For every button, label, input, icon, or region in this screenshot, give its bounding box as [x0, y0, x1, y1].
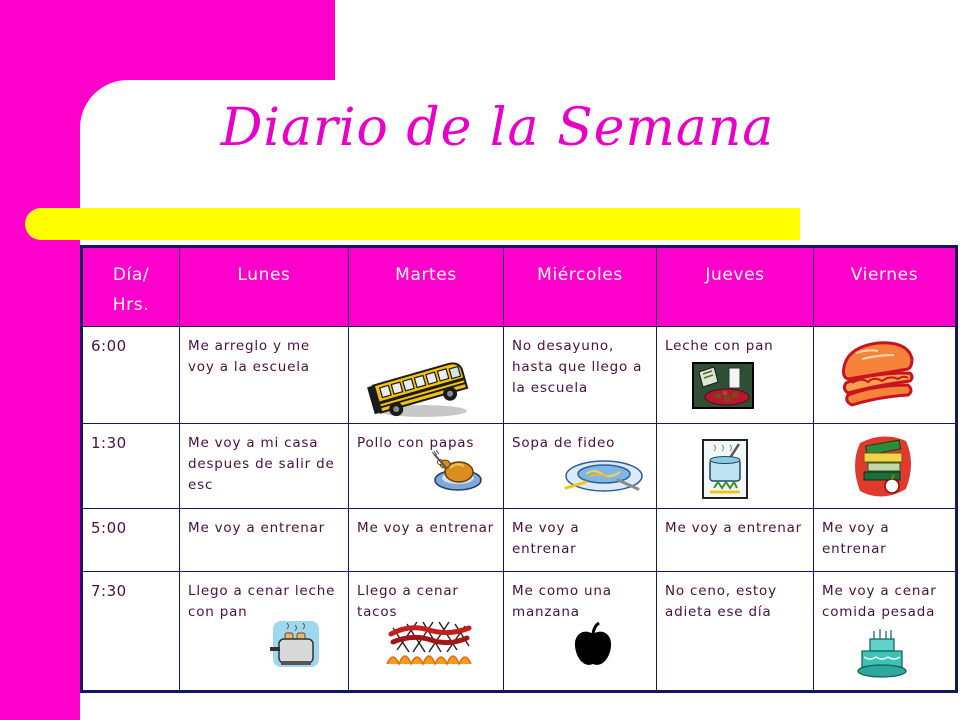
cell-lunes — [180, 327, 349, 424]
schedule-row-0130 — [82, 424, 957, 509]
header-martes: Martes — [349, 247, 504, 327]
cell-martes — [349, 327, 504, 424]
cell-martes — [349, 509, 504, 572]
cooking-pot-icon — [702, 439, 748, 499]
header-day-hours — [82, 247, 180, 327]
cell-jueves — [657, 327, 814, 424]
schedule-table — [80, 245, 958, 693]
cell-viernes — [814, 424, 957, 509]
cell-viernes — [814, 572, 957, 692]
cell-jueves — [657, 424, 814, 509]
cell-lunes — [180, 424, 349, 509]
books-apple-icon — [852, 433, 914, 501]
schedule-row-0500 — [82, 509, 957, 572]
activity-text: Sopa de fideo — [512, 435, 616, 451]
time-cell: 5:00 — [82, 509, 180, 572]
activity-text: Me voy a entrenar — [512, 520, 580, 557]
cell-lunes — [180, 572, 349, 692]
activity-text: Leche con pan — [665, 338, 774, 354]
header-miercoles: Miércoles — [504, 247, 657, 327]
schedule-row-0730 — [82, 572, 957, 692]
yellow-accent-bar — [25, 208, 800, 240]
cell-martes — [349, 424, 504, 509]
activity-text: Me voy a entrenar — [822, 520, 890, 557]
activity-text: Llego a cenar tacos — [357, 583, 459, 620]
breakfast-icon — [692, 362, 754, 409]
time-cell: 1:30 — [82, 424, 180, 509]
activity-text: Me arreglo y me voy a la escuela — [188, 338, 310, 375]
cell-miercoles — [504, 572, 657, 692]
cell-viernes — [814, 327, 957, 424]
schedule-row-0600 — [82, 327, 957, 424]
activity-text: Me voy a mi casa despues de salir de esc — [188, 435, 335, 493]
sandwich-icon — [838, 333, 918, 410]
activity-text: Me voy a cenar comida pesada — [822, 583, 937, 620]
cell-martes — [349, 572, 504, 692]
cell-miercoles — [504, 424, 657, 509]
header-hours-label: Hrs. — [112, 295, 150, 315]
header-lunes: Lunes — [180, 247, 349, 327]
activity-text: No desayuno, hasta que llego a la escuela — [512, 338, 643, 396]
cell-jueves — [657, 572, 814, 692]
slide-title: Diario de la Semana — [220, 98, 775, 158]
toaster-icon — [267, 617, 322, 672]
time-cell: 7:30 — [82, 572, 180, 692]
activity-text: Pollo con papas — [357, 435, 475, 451]
header-jueves: Jueves — [657, 247, 814, 327]
apple-icon — [572, 622, 614, 668]
activity-text: Me como una manzana — [512, 583, 612, 620]
activity-text: Me voy a entrenar — [357, 520, 495, 536]
cell-jueves — [657, 509, 814, 572]
activity-text: No ceno, estoy adieta ese día — [665, 583, 777, 620]
activity-text: Me voy a entrenar — [665, 520, 803, 536]
cell-lunes — [180, 509, 349, 572]
roast-chicken-icon — [430, 449, 482, 491]
soup-bowl-icon — [562, 452, 644, 494]
cake-icon — [856, 627, 908, 679]
school-bus-icon — [367, 351, 472, 421]
activity-text: Llego a cenar leche con pan — [188, 583, 336, 620]
header-day-label: Día/ — [112, 265, 150, 285]
time-cell: 6:00 — [82, 327, 180, 424]
header-viernes: Viernes — [814, 247, 957, 327]
cell-miercoles — [504, 509, 657, 572]
cell-viernes — [814, 509, 957, 572]
cell-miercoles — [504, 327, 657, 424]
header-row — [82, 247, 957, 327]
activity-text: Me voy a entrenar — [188, 520, 326, 536]
